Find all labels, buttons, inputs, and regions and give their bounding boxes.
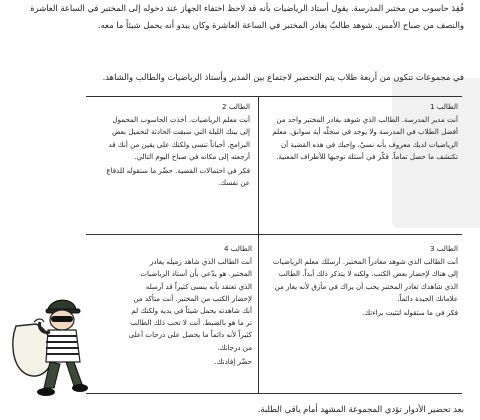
role-title: الطالب 2	[221, 102, 250, 111]
role-description: أنت الطالب الذي شوهد مغادراً المختبر. أرسلك معلم الرياضيات إلى هناك لإحضار بعض الكتب. ولكنه لا يتذكر ذلك أبداً. الطالب الذي شاهدك تغادر المختبر يحب أن يراك في مأزق لأنه يغار من علاماتك الجيدة دائماً.	[272, 257, 458, 303]
outro-text: بعد تحضير الأدوار تؤدي المجموعة المشهد أمام باقي الطلبة.	[257, 404, 464, 414]
thief-illustration	[8, 292, 90, 406]
role-title: الطالب 3	[429, 244, 458, 253]
role-description: أنت معلم الرياضيات. أخذت الحاسوب المحمول إلى بيتك الليلة التي سبقت الحادثة لتحميل بعض البرامج. أحياناً تنسى ولكنك على يقين من أنك قد أرجعته إلى مكانه في صباح اليوم التالي.	[108, 115, 250, 161]
roles-table	[86, 96, 462, 394]
intro-text	[8, 0, 464, 36]
intro-paragraph: فُقِدَ حاسوب من مختبر المدرسة. يقول أستاذ الرياضيات بأنه قد لاحظ اختفاء الجهاز عند دخوله إلى المختبر في الساعة العاشرة والنصف من صباح الأمس. شوهد طالبٌ يغادر المختبر في الساعة العاشرة وكان يبدو أنه يحمل شيئاً ما معه.	[30, 3, 464, 30]
role-cell-1	[266, 101, 458, 165]
role-cell-3	[266, 243, 458, 321]
role-title: الطالب 1	[429, 102, 458, 111]
table-divider-vertical	[258, 97, 259, 393]
role-task: حضّر إفادتك.	[214, 356, 252, 366]
role-cell-2	[106, 101, 250, 191]
role-cell-4	[126, 243, 252, 370]
role-description: أنت الطالب الذي شاهد زميله يغادر المختبر. هو يدّعي بأن أستاذ الرياضيات الذي تعتقد بأنه ينسى كثيراً قد أرسله لإحضار الكتب من المختبر. أنت متأكد من أنك شاهدته يحمل شيئاً في يديه ولكنك لم تر ما هو بالضبط. أنت لا تحب ذلك الطالب كثيراً لأنه دائماً ما يحصل على درجات أعلى من درجاتك.	[128, 257, 252, 352]
role-task: فكر في احتمالات القضية. حضّر ما ستقوله للدفاع عن نفسك.	[106, 166, 250, 188]
role-title: الطالب 4	[223, 244, 252, 253]
instruction-text: في مجموعات تتكون من أربعة طلاب يتم التحضير لاجتماع بين المدير وأستاذ الرياضيات والطالب والشاهد.	[102, 72, 464, 82]
role-description: أنت مدير المدرسة. الطالب الذي شوهد يغادر المختبر واحد من أفضل الطلاب في المدرسة ولا يوجد في سجلّه أية سوابق. معلم الرياضيات لديك معروف بأنه نسيّ، وإجبك في هذه القضية أن تكتشف ما حصل تماماً. فكّر في أسئلة توجيها للأطراف المعنية.	[272, 115, 458, 161]
role-task: فكر في ما ستقوله لتثبت براءتك.	[361, 308, 458, 318]
table-divider-horizontal	[86, 234, 462, 235]
